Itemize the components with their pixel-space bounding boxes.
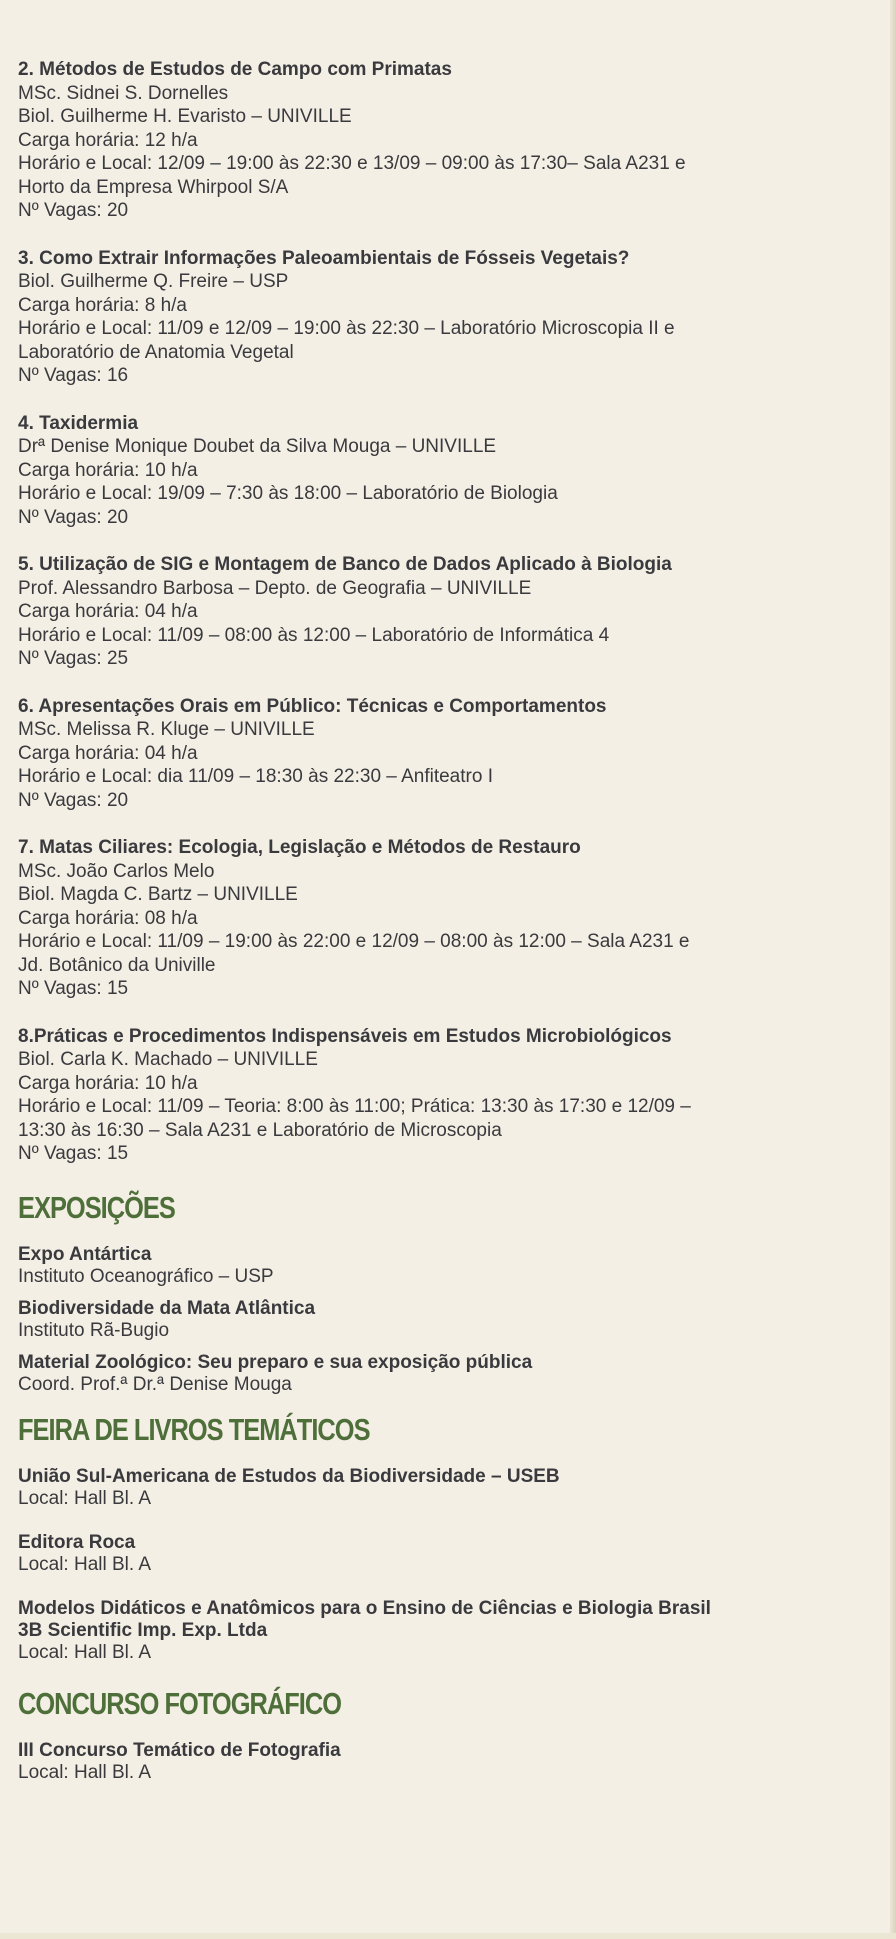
course-line: Nº Vagas: 15: [18, 978, 129, 999]
course-line: Nº Vagas: 20: [18, 506, 129, 528]
course-line: Drª Denise Monique Doubet da Silva Mouga – UNIVILLE: [18, 436, 497, 457]
course-line: Carga horária: 10 h/a: [18, 1072, 198, 1094]
course-line: Nº Vagas: 16: [18, 365, 129, 386]
course-entry: [18, 695, 868, 813]
course-line: Horário e Local: 11/09 e 12/09 – 19:00 às 22:30 – Laboratório Microscopia II e: [18, 318, 675, 339]
course-line: Biol. Guilherme Q. Freire – USP: [18, 271, 289, 292]
contest-entry: [18, 1740, 868, 1784]
exhibit-entry: [18, 1244, 868, 1288]
course-line: Horário e Local: 11/09 – 19:00 às 22:00 e 12/09 – 08:00 às 12:00 – Sala A231 e: [18, 931, 690, 952]
fair-line: Local: Hall Bl. A: [18, 1553, 152, 1575]
fair-entry: [18, 1466, 868, 1510]
course-title: 7. Matas Ciliares: Ecologia, Legislação e Métodos de Restauro: [18, 837, 581, 858]
course-line: Nº Vagas: 25: [18, 648, 129, 669]
course-title: 8.Práticas e Procedimentos Indispensáveis em Estudos Microbiológicos: [18, 1025, 672, 1047]
fair-title: Editora Roca: [18, 1531, 136, 1553]
course-line: Biol. Magda C. Bartz – UNIVILLE: [18, 884, 298, 905]
course-entry: [18, 553, 868, 671]
exhibit-title: Expo Antártica: [18, 1243, 152, 1265]
course-line: Nº Vagas: 20: [18, 789, 129, 811]
course-line: Carga horária: 12 h/a: [18, 129, 198, 151]
section-heading-exposicoes: EXPOSIÇÕES: [18, 1189, 175, 1225]
course-line: MSc. João Carlos Melo: [18, 860, 215, 882]
section-heading-concurso: CONCURSO FOTOGRÁFICO: [18, 1685, 342, 1721]
course-line: MSc. Sidnei S. Dornelles: [18, 82, 229, 104]
course-title: 2. Métodos de Estudos de Campo com Primatas: [18, 59, 452, 80]
course-entry: [18, 1025, 868, 1166]
fair-title: União Sul-Americana de Estudos da Biodiversidade – USEB: [18, 1465, 560, 1487]
section-heading-feira: FEIRA DE LIVROS TEMÁTICOS: [18, 1411, 370, 1447]
fair-line: Local: Hall Bl. A: [18, 1641, 152, 1663]
exhibit-line: Coord. Prof.ª Dr.ª Denise Mouga: [18, 1373, 292, 1395]
course-line: Carga horária: 8 h/a: [18, 294, 187, 316]
course-line: MSc. Melissa R. Kluge – UNIVILLE: [18, 719, 315, 740]
fair-line: Local: Hall Bl. A: [18, 1487, 152, 1509]
course-line: Horto da Empresa Whirpool S/A: [18, 176, 289, 198]
exhibit-line: Instituto Oceanográfico – USP: [18, 1265, 274, 1287]
course-line: 13:30 às 16:30 – Sala A231 e Laboratório de Microscopia: [18, 1119, 502, 1141]
exhibit-entry: [18, 1352, 868, 1396]
paper-edge: [890, 0, 896, 1939]
course-line: Horário e Local: 12/09 – 19:00 às 22:30 e 13/09 – 09:00 às 17:30– Sala A231 e: [18, 153, 686, 174]
fair-entry: [18, 1598, 868, 1664]
course-entry: [18, 836, 868, 1001]
course-line: Horário e Local: 19/09 – 7:30 às 18:00 – Laboratório de Biologia: [18, 483, 558, 504]
course-line: Horário e Local: 11/09 – Teoria: 8:00 às 11:00; Prática: 13:30 às 17:30 e 12/09 –: [18, 1096, 691, 1117]
course-line: Biol. Guilherme H. Evaristo – UNIVILLE: [18, 106, 352, 127]
course-line: Horário e Local: dia 11/09 – 18:30 às 22:30 – Anfiteatro I: [18, 766, 493, 787]
course-line: Carga horária: 04 h/a: [18, 601, 198, 622]
contest-line: Local: Hall Bl. A: [18, 1761, 152, 1783]
course-entry: [18, 58, 868, 223]
course-entry: [18, 247, 868, 388]
course-line: Laboratório de Anatomia Vegetal: [18, 341, 294, 363]
course-line: Biol. Carla K. Machado – UNIVILLE: [18, 1049, 318, 1070]
exhibit-entry: [18, 1298, 868, 1342]
course-line: Nº Vagas: 15: [18, 1143, 129, 1164]
fair-line: 3B Scientific Imp. Exp. Ltda: [18, 1619, 268, 1641]
course-line: Nº Vagas: 20: [18, 200, 129, 221]
course-line: Horário e Local: 11/09 – 08:00 às 12:00 – Laboratório de Informática 4: [18, 624, 610, 646]
paper-bottom-edge: [0, 1933, 896, 1939]
fair-entry: [18, 1532, 868, 1576]
course-title: 3. Como Extrair Informações Paleoambientais de Fósseis Vegetais?: [18, 247, 630, 269]
exhibit-line: Instituto Rã-Bugio: [18, 1319, 170, 1341]
course-line: Carga horária: 10 h/a: [18, 459, 198, 481]
contest-title: III Concurso Temático de Fotografia: [18, 1739, 341, 1761]
course-line: Carga horária: 08 h/a: [18, 907, 198, 929]
exhibit-title: Material Zoológico: Seu preparo e sua exposição pública: [18, 1351, 533, 1373]
fair-title: Modelos Didáticos e Anatômicos para o Ensino de Ciências e Biologia Brasil: [18, 1597, 711, 1619]
course-entry: [18, 412, 868, 530]
brochure-page: [18, 58, 868, 1806]
course-line: Prof. Alessandro Barbosa – Depto. de Geografia – UNIVILLE: [18, 577, 532, 599]
course-title: 4. Taxidermia: [18, 412, 139, 434]
course-title: 6. Apresentações Orais em Público: Técnicas e Comportamentos: [18, 695, 607, 717]
course-line: Jd. Botânico da Univille: [18, 954, 216, 976]
course-title: 5. Utilização de SIG e Montagem de Banco de Dados Aplicado à Biologia: [18, 554, 672, 575]
exhibit-title: Biodiversidade da Mata Atlântica: [18, 1297, 316, 1319]
course-line: Carga horária: 04 h/a: [18, 742, 198, 764]
